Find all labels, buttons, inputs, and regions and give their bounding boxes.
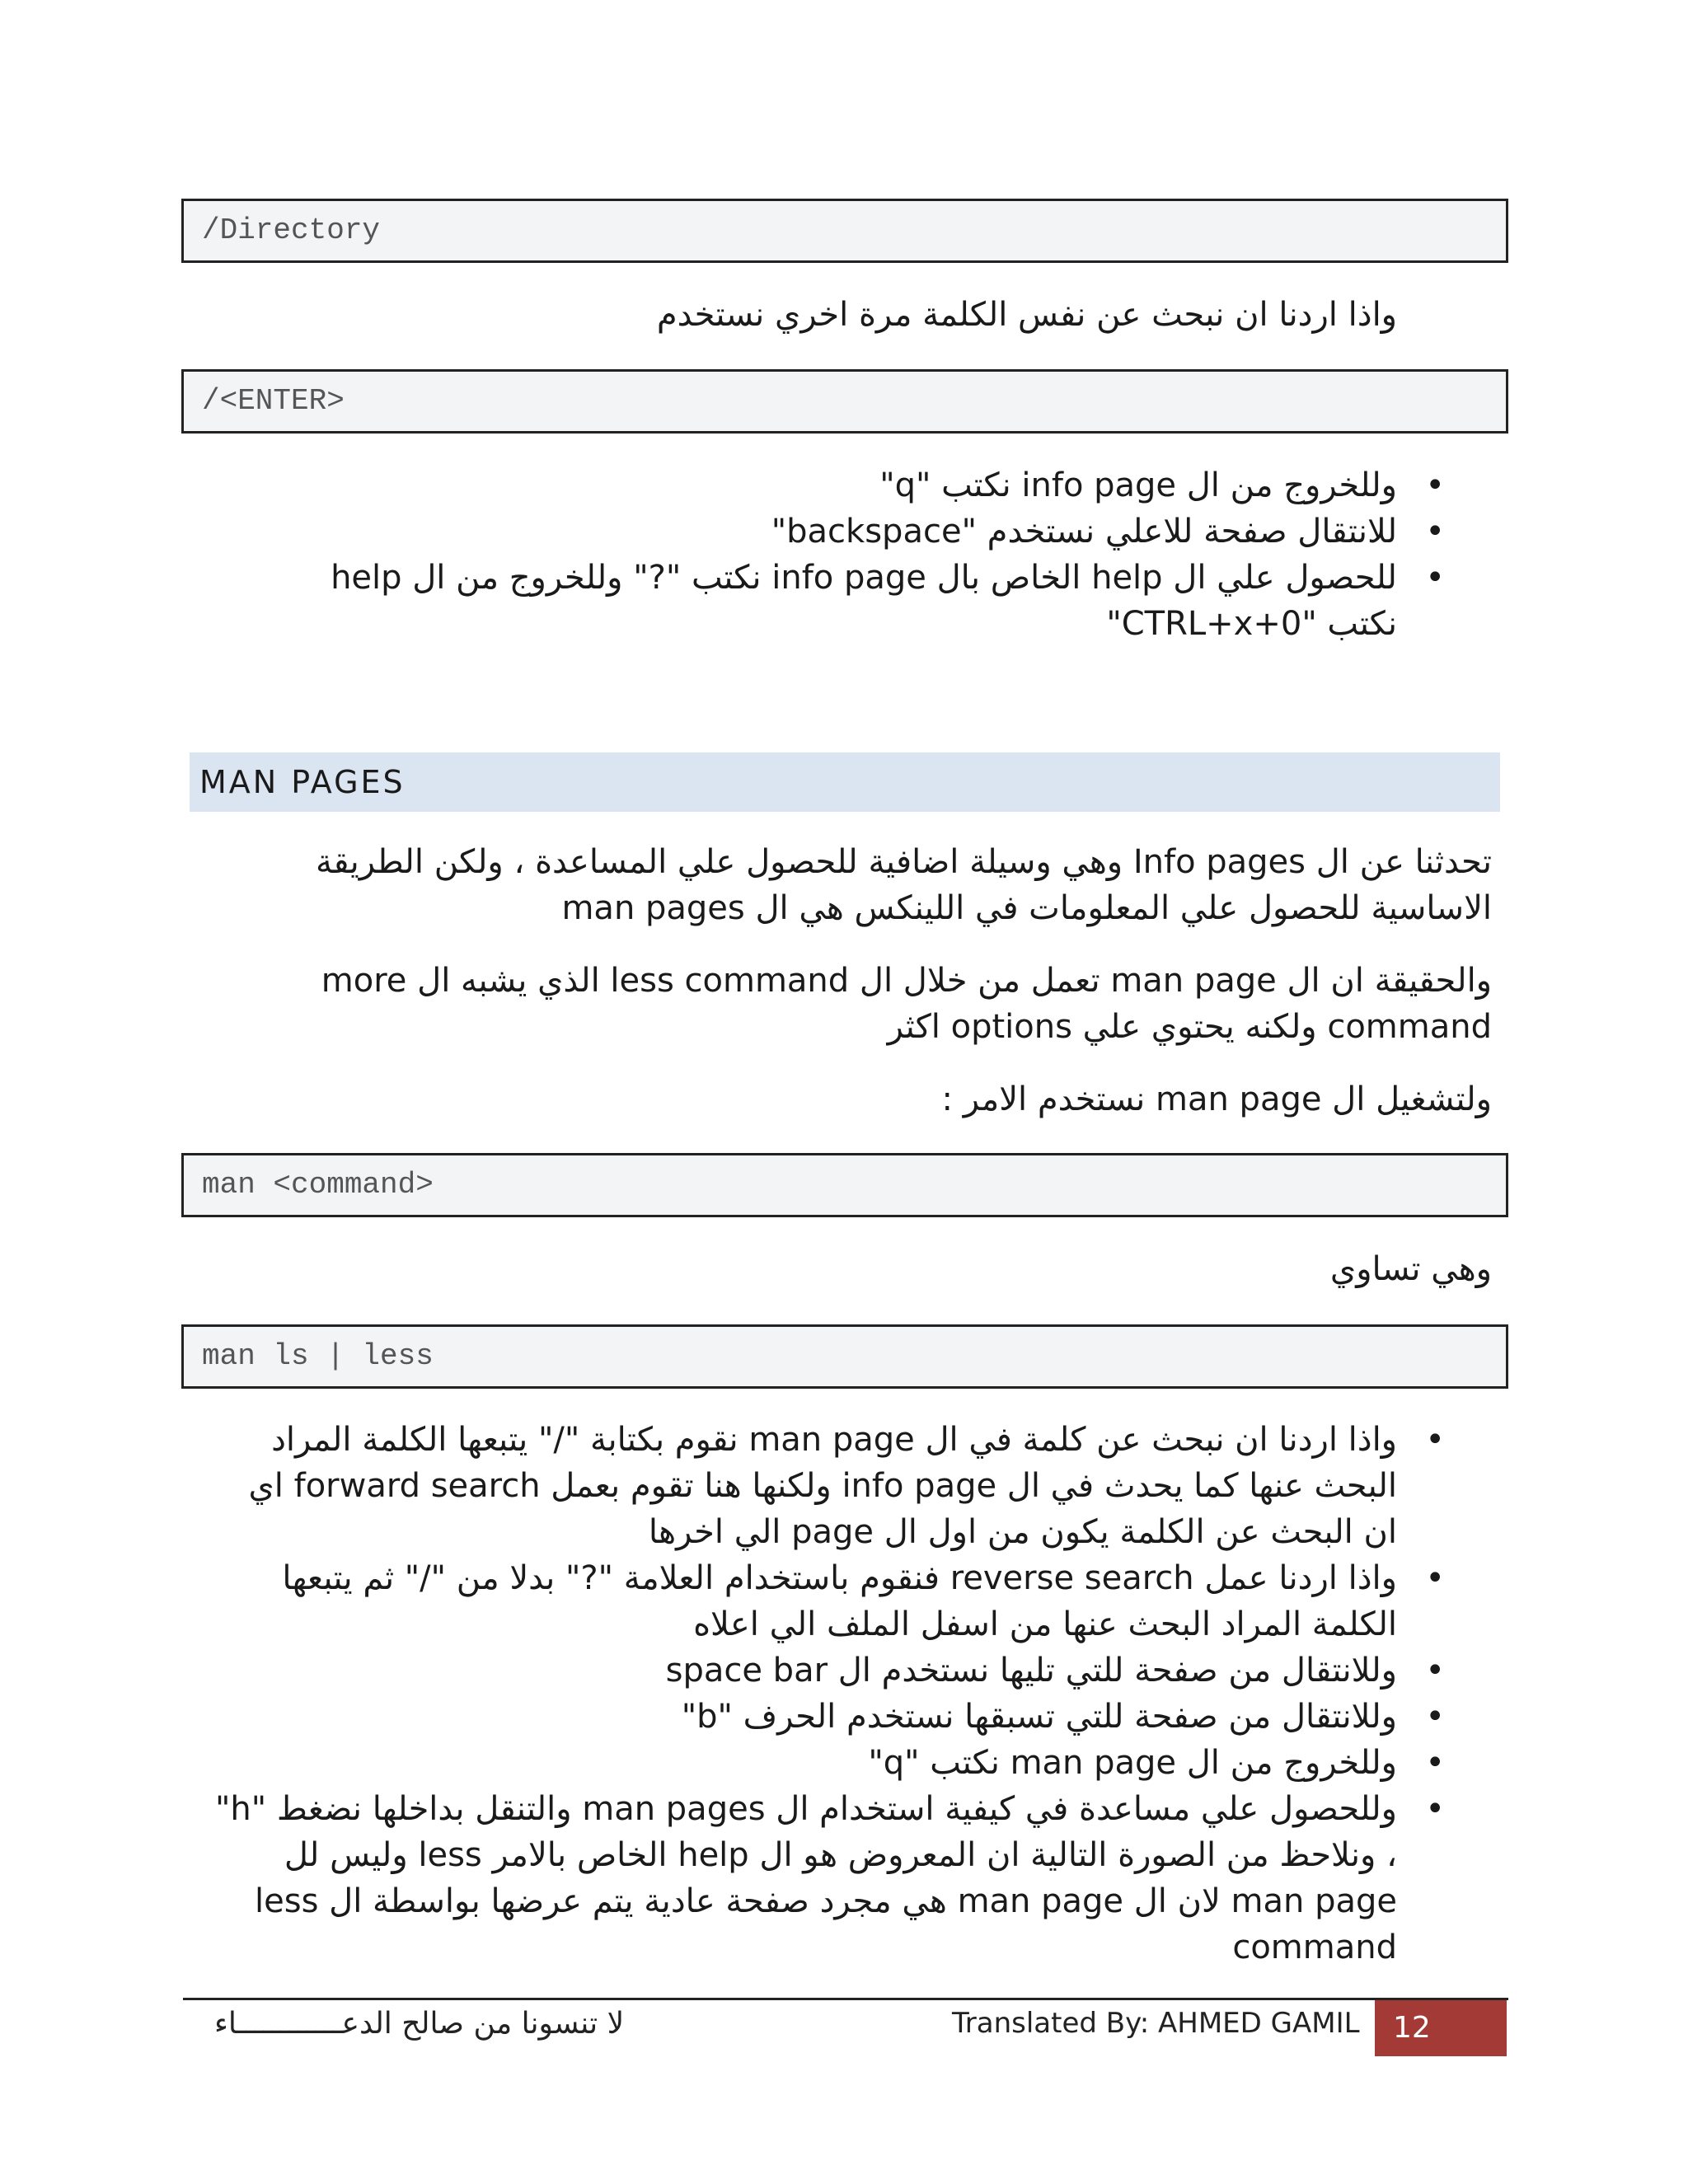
man-bullet-list [206, 1417, 1397, 1971]
info-bullet-list [264, 462, 1397, 647]
list-item: • وللخروج من ال info page نكتب "q" [264, 462, 1397, 509]
footer-divider [183, 1998, 1508, 2000]
list-item: • وللخروج من ال man page نكتب "q" [206, 1740, 1397, 1786]
section-heading: MAN PAGES [199, 764, 406, 800]
paragraph-run-man-page: ولتشغيل ال man page نستخدم الامر : [941, 1080, 1492, 1118]
section-heading-band [190, 752, 1500, 812]
list-item: • للحصول علي ال help الخاص بال info page نكتب "?" وللخروج من ال help نكتب "CTRL+x+0" [264, 555, 1397, 647]
footer-dua: لا تنسونا من صالح الدعــــــــــــاء [214, 2007, 625, 2041]
paragraph-search-again: واذا اردنا ان نبحث عن نفس الكلمة مرة اخري نستخدم [656, 296, 1397, 334]
code-block-man-ls-less: man ls | less [181, 1324, 1508, 1389]
list-item: • وللانتقال من صفحة للتي تسبقها نستخدم الحرف "b" [206, 1694, 1397, 1740]
footer-translated-by: Translated By: AHMED GAMIL [952, 2007, 1360, 2040]
list-item: • واذا اردنا ان نبحث عن كلمة في ال man page نقوم بكتابة "/" يتبعها الكلمة المراد البحث عنها كما يحدث في ال info page ولكنها هنا تقوم بعمل forward search اي ان البحث عن الكلمة يكون من اول ال page الي اخرها [206, 1417, 1397, 1555]
list-item: • وللحصول علي مساعدة في كيفية استخدام ال man pages والتنقل بداخلها نضغط "h" ، ونلاحظ من الصورة التالية ان المعروض هو ال help الخاص بالامر less وليس لل man page لان ال man page هي مجرد صفحة عادية يتم عرضها بواسطة ال less command [206, 1786, 1397, 1971]
paragraph-equivalent: وهي تساوي [1329, 1250, 1492, 1288]
code-block-directory: /Directory [181, 199, 1508, 263]
code-block-enter: /<ENTER> [181, 369, 1508, 434]
paragraph-less-command: والحقيقة ان ال man page تعمل من خلال ال less command الذي يشبه ال more command ولكنه يحتوي علي options اكثر [321, 962, 1492, 1046]
list-item: • للانتقال صفحة للاعلي نستخدم "backspace" [264, 509, 1397, 555]
page-number-badge: 12 [1375, 2000, 1507, 2056]
list-item: • وللانتقال من صفحة للتي تليها نستخدم ال space bar [206, 1647, 1397, 1694]
paragraph-info-pages-intro: تحدثنا عن ال Info pages وهي وسيلة اضافية للحصول علي المساعدة ، ولكن الطريقة الاساسية للحصول علي المعلومات في اللينكس هي ال man pages [315, 843, 1492, 927]
code-block-man-command: man <command> [181, 1153, 1508, 1217]
list-item: • واذا اردنا عمل reverse search فنقوم باستخدام العلامة "?" بدلا من "/" ثم يتبعها الكلمة المراد البحث عنها من اسفل الملف الي اعلاه [206, 1555, 1397, 1647]
